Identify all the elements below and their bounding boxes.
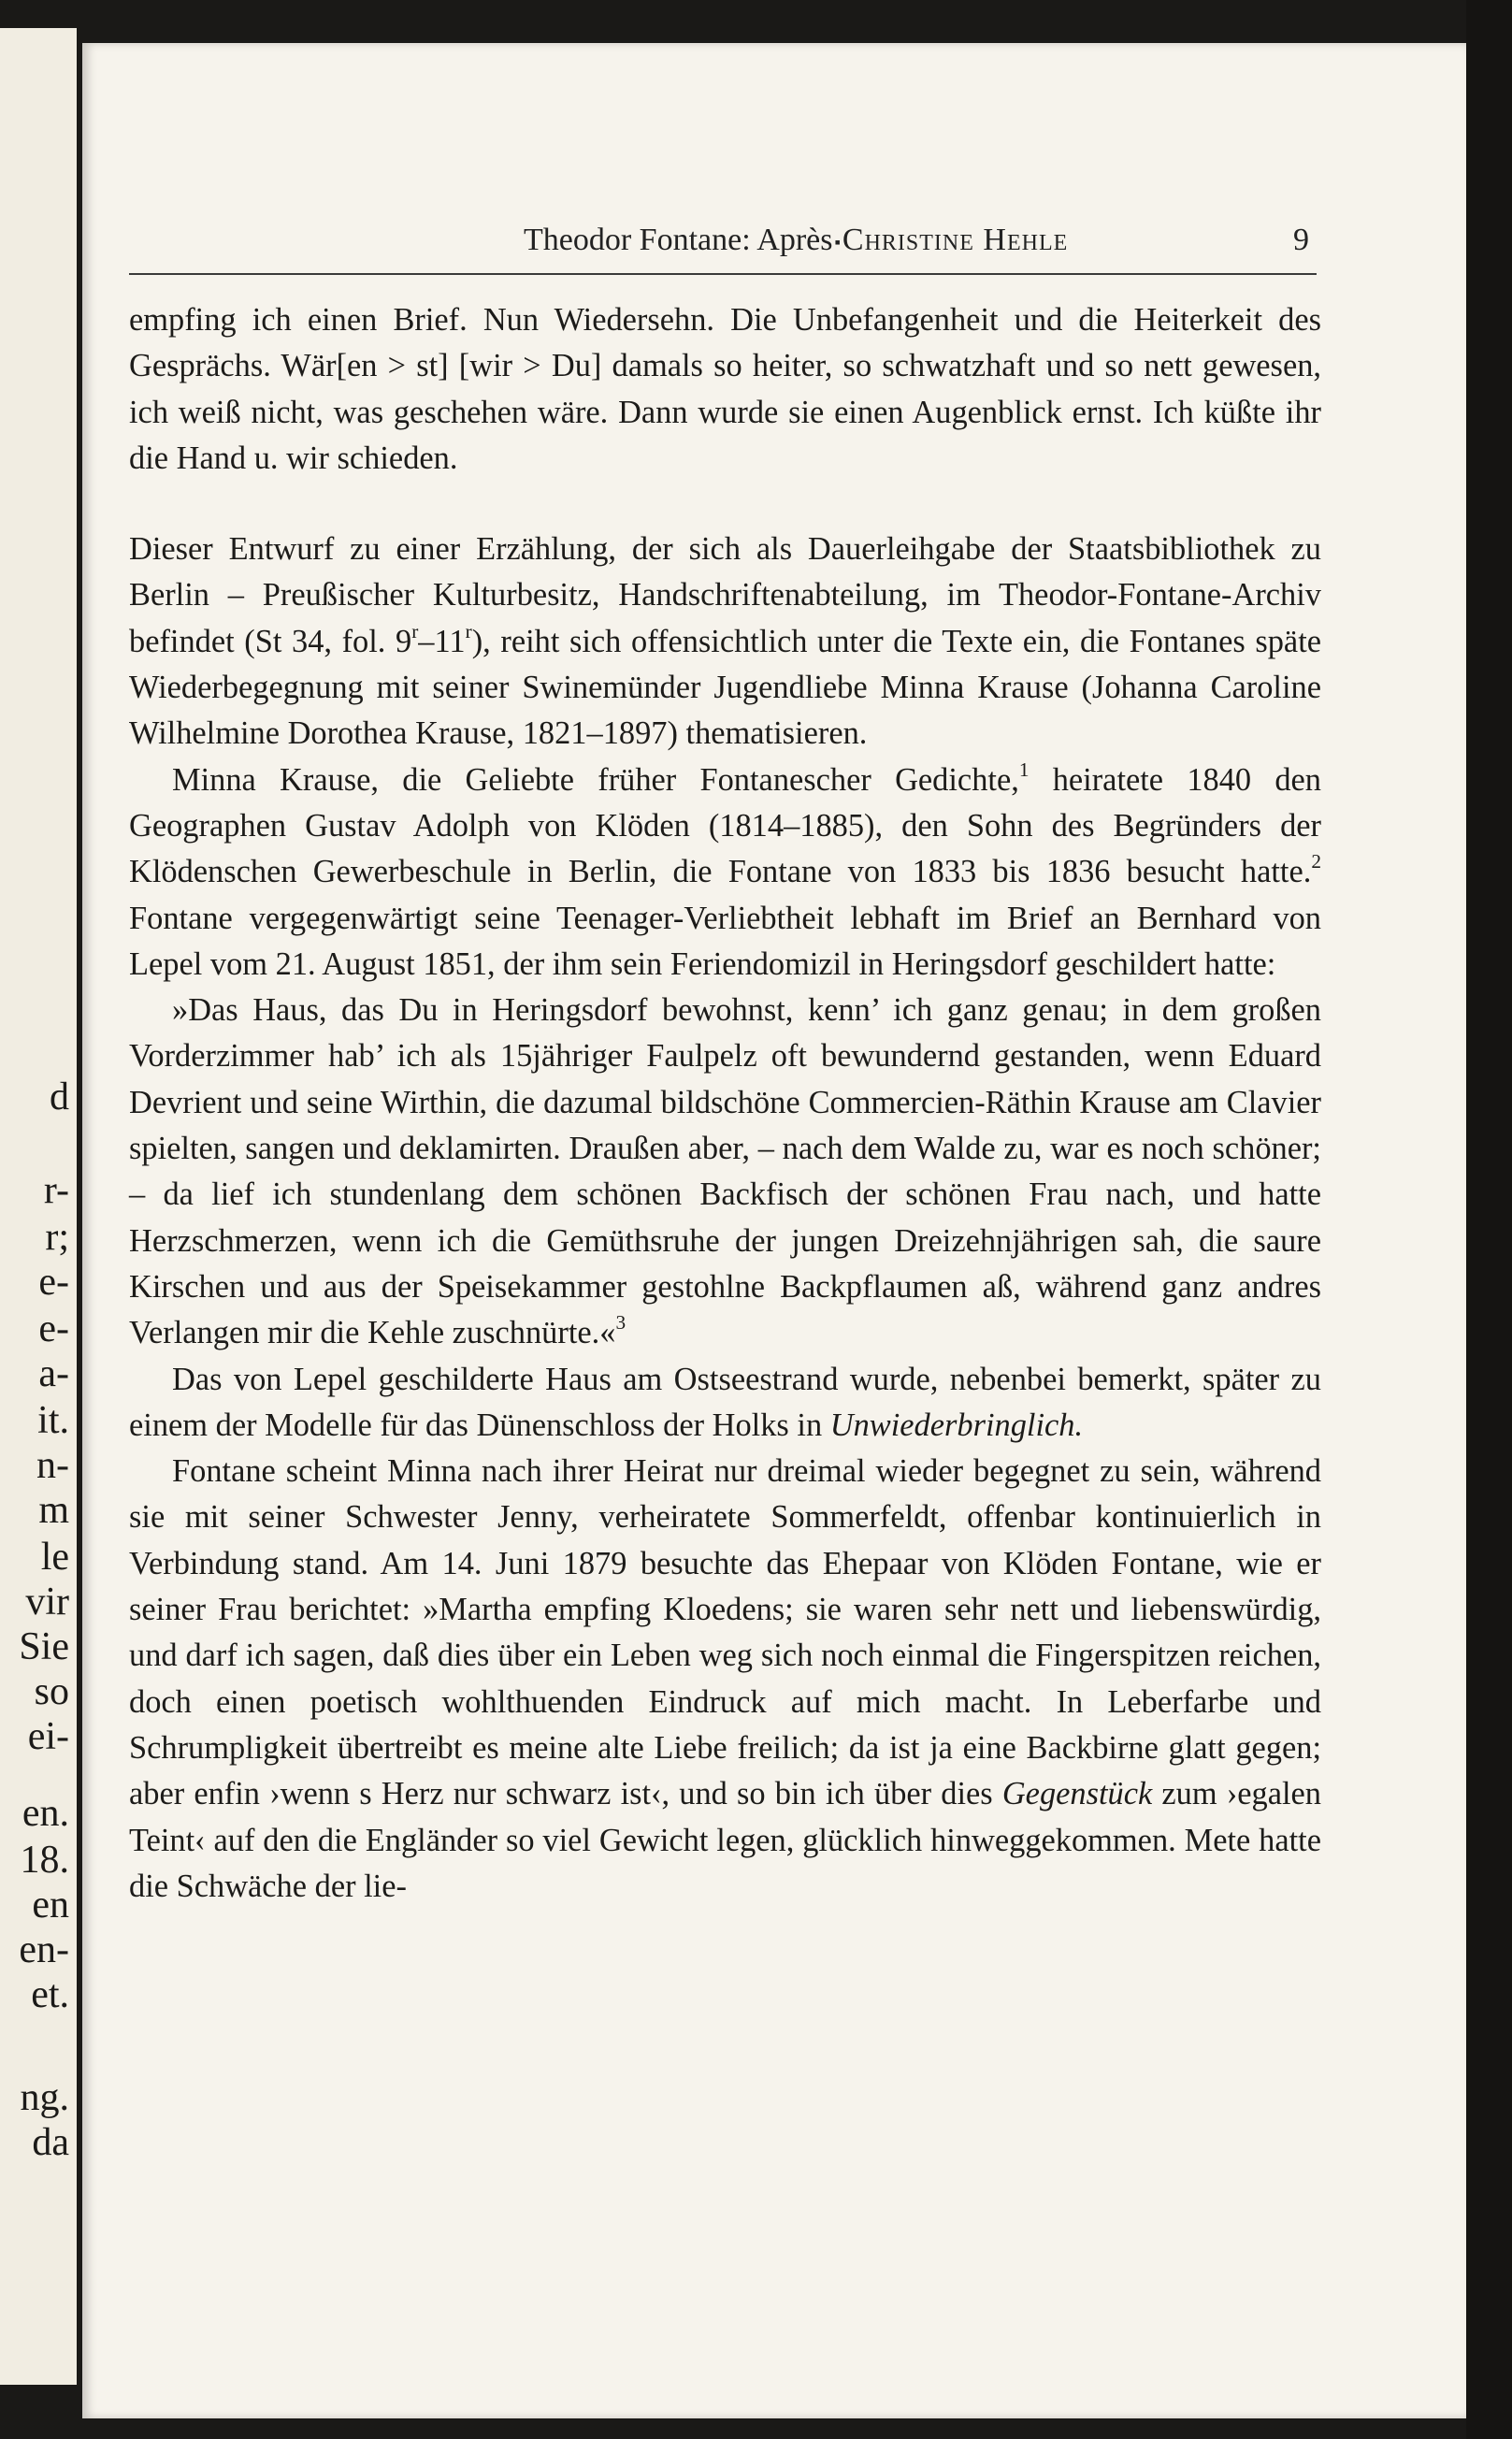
paragraph-text: –11 xyxy=(418,623,466,659)
prev-page-fragment: ng. xyxy=(20,2076,69,2119)
prev-page-fragment: en. xyxy=(22,1792,69,1835)
paragraph-text: Das von Lepel geschilderte Haus am Ostseestrand wurde, nebenbei bemerkt, später zu einem der Modelle für das Dünenschloss der Holks in xyxy=(129,1361,1321,1443)
prev-page-fragment: a- xyxy=(38,1352,69,1395)
body-text xyxy=(129,297,1321,1910)
footnote-ref: 2 xyxy=(1311,850,1321,873)
prev-page-fragment: vir xyxy=(25,1580,69,1624)
recto-mark: r xyxy=(465,619,472,642)
prev-page-fragment: e- xyxy=(38,1261,69,1304)
prev-page-fragment: n- xyxy=(36,1444,69,1487)
paragraph-text: »Das Haus, das Du in Heringsdorf bewohnst, kenn’ ich ganz genau; in dem großen Vorderzimmer hab’ ich als 15jähriger Faulpelz oft bewundernd gestanden, wenn Eduard Devrient und seine Wirthin, die dazumal bildschöne Commercien-Räthin Krause am Clavier spielten, sangen und deklamirten. Draußen aber, – nach dem Walde zu, war es noch schöner; – da lief ich stundenlang dem schönen Backfisch der schönen Frau nach, und hatte Herzschmerzen, wenn ich die Gemüthsruhe der jungen Dreizehnjährigen sah, die saure Kirschen und aus der Speisekammer gestohlne Backpflaumen aß, während ganz andres Verlangen mir die Kehle zuschnürte.« xyxy=(129,992,1321,1351)
header-title: Theodor Fontane: Après xyxy=(524,223,833,257)
previous-page-edge xyxy=(0,28,77,2385)
paragraph-6 xyxy=(129,1449,1321,1910)
prev-page-fragment: r; xyxy=(45,1216,69,1259)
page-number: 9 xyxy=(1293,223,1309,257)
prev-page-fragment: d xyxy=(50,1075,69,1118)
book-title: Unwiederbringlich. xyxy=(829,1407,1084,1443)
recto-mark: r xyxy=(411,619,419,642)
prev-page-fragment: it. xyxy=(37,1399,69,1442)
footnote-ref: 3 xyxy=(615,1311,626,1335)
header-separator: ▪ xyxy=(834,232,841,252)
paragraph-text: ), reiht sich offensichtlich unter die Texte ein, die Fontanes späte Wiederbegegnung mit seiner Swinemünder Jugendliebe Minna Krause (Johanna Caroline Wilhelmine Dorothea Krause, 1821–1897) thematisieren. xyxy=(129,623,1322,752)
header-author: Christine Hehle xyxy=(842,223,1069,257)
prev-page-fragment: e- xyxy=(38,1307,69,1350)
paragraph-text: Dieser Entwurf zu einer Erzählung, der sich als Dauerleihgabe der Staatsbibliothek zu Berlin – Preußischer Kulturbesitz, Handschriftenabteilung, im Theodor-Fontane-Archiv befindet (St 34, fol. 9 xyxy=(129,531,1321,659)
emphasis: Gegenstück xyxy=(1001,1776,1153,1812)
prev-page-fragment: et. xyxy=(31,1973,69,2016)
prev-page-fragment: en- xyxy=(19,1928,69,1971)
prev-page-fragment: da xyxy=(32,2121,69,2164)
prev-page-fragment: 18. xyxy=(20,1839,69,1882)
paragraph-5 xyxy=(129,1357,1321,1450)
prev-page-fragment: r- xyxy=(43,1169,69,1212)
footnote-ref: 1 xyxy=(1018,758,1030,781)
paragraph-1: empfing ich einen Brief. Nun Wiedersehn. Die Unbefangenheit und die Heiterkeit des Gesprächs. Wär[en > st] [wir > Du] damals so heiter, so schwatzhaft und so nett gewesen, ich weiß nicht, was geschehen wäre. Dann wurde sie einen Augenblick ernst. Ich küßte ihr die Hand u. wir schieden. xyxy=(129,302,1321,476)
paragraph-text: zum ›egalen Teint‹ auf den die Engländer so viel Gewicht legen, glücklich hinweggekommen. Mete hatte die Schwäche der lie- xyxy=(129,1776,1321,1904)
paragraph-text: heiratete 1840 den Geographen Gustav Adolph von Klöden (1814–1885), den Sohn des Begründers der Klödenschen Gewerbeschule in Berlin, die Fontane von 1833 bis 1836 besucht hatte. xyxy=(129,761,1321,890)
background-edge xyxy=(1466,0,1512,2439)
prev-page-fragment: ei- xyxy=(27,1715,69,1758)
running-header xyxy=(524,223,1320,260)
paragraph-text: Fontane vergegenwärtigt seine Teenager-Verliebtheit lebhaft im Brief an Bernhard von Lepel vom 21. August 1851, der ihm sein Feriendomizil in Heringsdorf geschildert hatte: xyxy=(129,900,1321,982)
header-rule xyxy=(129,273,1317,275)
paragraph-2 xyxy=(129,527,1321,757)
header-text xyxy=(524,223,1068,258)
prev-page-fragment: m xyxy=(38,1489,69,1532)
prev-page-fragment: so xyxy=(34,1670,69,1713)
prev-page-fragment: le xyxy=(40,1536,69,1579)
paragraph-3 xyxy=(129,758,1321,988)
paragraph-text: Fontane scheint Minna nach ihrer Heirat nur dreimal wieder begegnet zu sein, während sie mit seiner Schwester Jenny, verheiratete Sommerfeldt, offenbar kontinuierlich in Verbindung stand. Am 14. Juni 1879 besuchte das Ehepaar von Klöden Fontane, wie er seiner Frau berichtet: »Martha empfing Kloedens; sie waren sehr nett und liebenswürdig, und darf ich sagen, daß dies über ein Leben weg sich noch einmal die Fingerspitzen reichen, doch einen poetisch wohlthuenden Eindruck auf mich macht. In Leberfarbe und Schrumpligkeit übertreibt es meine alte Liebe freilich; da ist ja eine Backbirne glatt gegen; aber enfin ›wenn s Herz nur schwarz ist‹, und so bin ich über dies xyxy=(129,1453,1321,1812)
paragraph-text: Minna Krause, die Geliebte früher Fontanescher Gedichte, xyxy=(172,761,1019,798)
quote-paragraph xyxy=(129,988,1321,1356)
prev-page-fragment: Sie xyxy=(19,1625,69,1668)
prev-page-fragment: en xyxy=(32,1883,69,1927)
